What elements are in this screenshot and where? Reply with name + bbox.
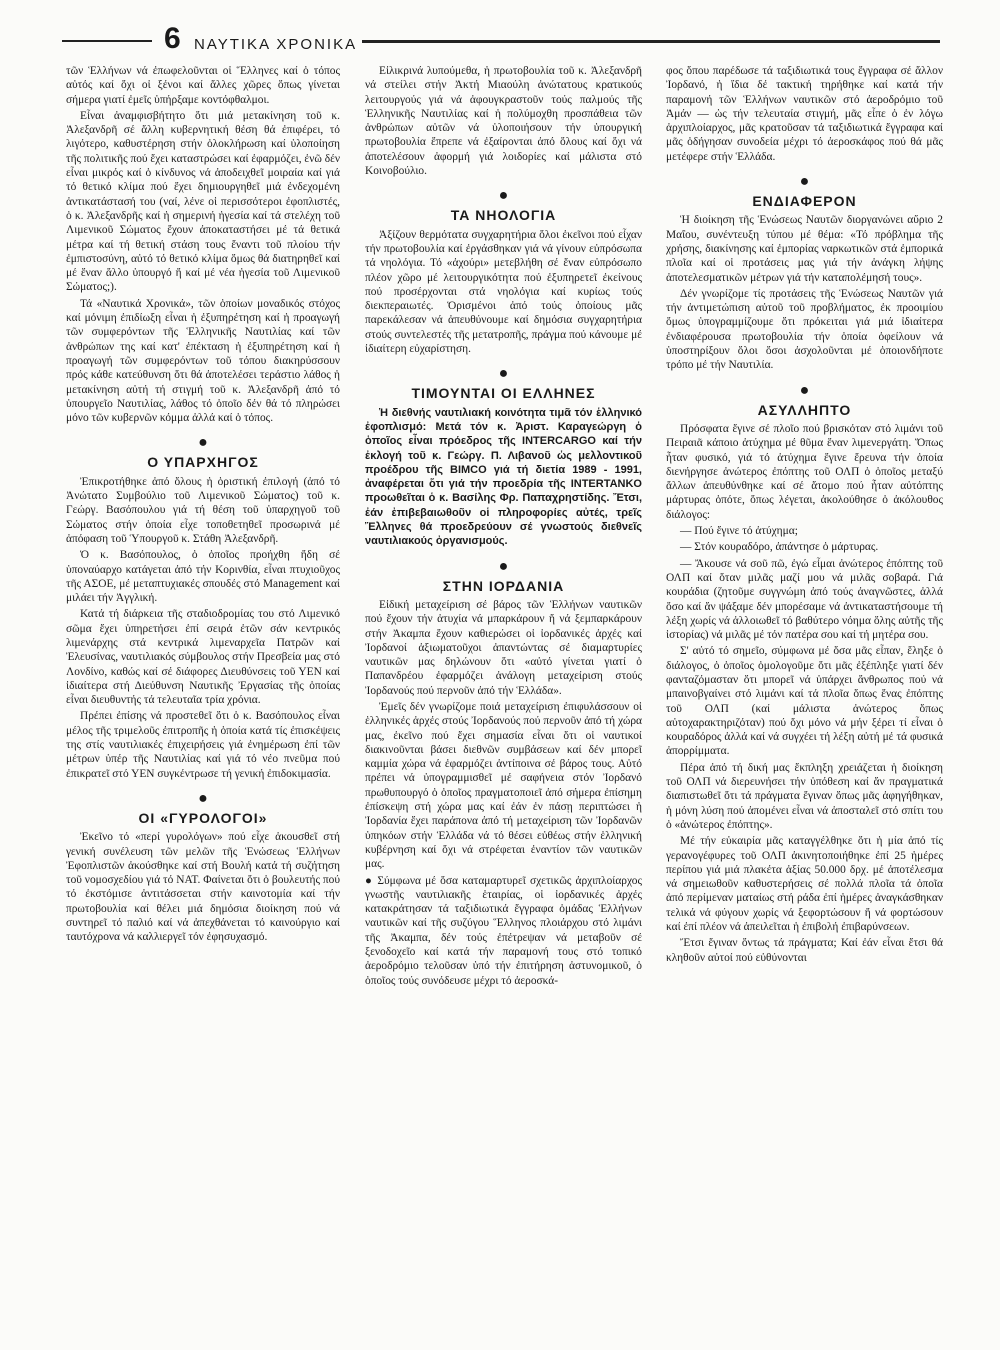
lead-paragraph: Ἡ διεθνής ναυτιλιακή κοινότητα τιμᾶ τόν ἑλληνικό ἐφοπλισμό: Μετά τόν κ. Ἀριστ. Καραγεώργη ὁ ὁποῖος εἶναι πρόεδρος τῆς INTERCARGO καί τήν ἐκλογή τοῦ κ. Γεώργ. Π. Λιβανοῦ ὡς μελλοντικοῦ προέδρου τῆς BIMCO γιά τή διετία 1989 - 1991, ἀναφέρεται ὅτι γιά τήν προεδρία τῆς INTERTANKO προωθεῖται ὁ κ. Βασίλης Φρ. Παπαχρηστίδης. Ἔτσι, ἐάν ἐπιβεβαιωθοῦν οἱ πληροφορίες αὐτές, τρεῖς Ἕλληνες θά προεδρεύουν σέ γνωστούς διεθνεῖς ναυτιλιακούς ὀργανισμούς. bbox=[365, 406, 642, 548]
paragraph: Ἐπικροτήθηκε ἀπό ὅλους ἡ ὁριστική ἐπιλογή (ἀπό τό Ἀνώτατο Συμβούλιο τοῦ Λιμενικοῦ Σώματος) τοῦ κ. Γεώργ. Βασόπουλου γιά τή θέση τοῦ ὑπαρχηγοῦ τοῦ Σώματος στήν ὁποία εἶχε τοποθετηθεῖ προσωρινά μέ ἀπόφαση τοῦ Ὑπουργοῦ κ. Στάθη Ἀλεξανδρῆ. bbox=[66, 475, 340, 545]
dialogue-line: — Ἄκουσε νά σοῦ πῶ, ἐγώ εἶμαι ἀνώτερος ἐπόπτης τοῦ ΟΛΠ καί ὅταν μιλᾶς μαζί μου νά μιλᾶς σοβαρά. Γιά κουράδια (ζητοῦμε συγγνώμη ἀπό τούς ἀναγνῶστες, ἀλλά ὅσο καί ἄν ψάξαμε δέν μπορέσαμε νά ἀντικαταστήσουμε τή λέξη χωρίς νά ἀλλοιωθεῖ τό βαθύτερο νόημα ὅλης αὐτῆς τῆς ἱστορίας) νά μιλᾶς μέ τόν πατέρα σου καί τή μητέρα σου. bbox=[666, 557, 943, 642]
paragraph: Κατά τή διάρκεια τῆς σταδιοδρομίας του στό Λιμενικό σῶμα ἔχει ὑπηρετήσει ἐπί σειρά ἐτῶν σάν κεντρικός λιμενάρχης στά κεντρικά λιμεναρχεῖα Πατρῶν καί Ἐλευσίνας, ναυτιλιακός σύμβουλος στήν Πρεσβεία μας στό Λονδίνο, καθώς καί σέ διάφορες Διευθύνσεις τοῦ ΥΕΝ καί ἰδιαίτερα στή Διεύθυνση Ναυτικῆς Ἐργασίας τῆς ὁποίας εἶναι διευθυντής τά τελευταῖα τρία χρόνια. bbox=[66, 608, 340, 707]
paragraph: φος ὅπου παρέδωσε τά ταξιδιωτικά τους ἔγγραφα σέ ἄλλον Ἰορδανό, ἡ ἴδια δέ τακτική τηρήθηκε καί κατά τήν παραμονή τῶν Ἑλλήνων ναυτικῶν στό ἀεροδρόμιο τοῦ Ἀμάν — ὡς τήν τελευταία στιγμή, μᾶς εἶπε ὁ ἐν λόγω ἀρχιπλοίαρχος, μᾶς κρατοῦσαν τά ταξιδιωτικά ἔγγραφα καί μᾶς ὁδήγησαν συνοδεία μέχρι τό ἀεροσκάφος πού θά μᾶς μετέφερε στήν Ἑλλάδα. bbox=[666, 65, 943, 163]
column-1 bbox=[66, 64, 340, 1330]
paragraph: Πρέπει ἐπίσης νά προστεθεῖ ὅτι ὁ κ. Βασόπουλος εἶναι μέλος τῆς τριμελοῦς ἐπιτροπῆς ἡ ὁποία κατά τίς ἐπισκέψεις της στίς ναυτιλιακές ἐπιχειρήσεις γιά ἐνημέρωση ἐπί τῶν μέτρων ὑπέρ τῆς Ναυτιλίας καί γιά τό νέο πνεῦμα πού ἐπικρατεῖ στό ΥΕΝ συγκέντρωσε τή γενική ἐπιδοκιμασία. bbox=[66, 710, 340, 780]
paragraph: Εἰδική μεταχείριση σέ βάρος τῶν Ἑλλήνων ναυτικῶν πού ἔχουν τήν ἀτυχία νά μπαρκάρουν ἤ νά ξεμπαρκάρουν στήν Ἀκαμπα ἔχουν καθιερώσει οἱ ἰορδανικές ἀρχές καί Ἰορδανοί ἀξιωματοῦχοι ἀπαντώντας σέ διαμαρτυρίες ναυτικῶν μας δηλώνουν ὅτι «αὐτό γίνεται γιατί ὁ Παπανδρέου ἐφαρμόζει ἀνάλογη μεταχείριση στούς Ἰορδανούς πού περνοῦν ἀπό τήν Ἑλλάδα». bbox=[365, 598, 642, 697]
bullet-separator: ● bbox=[498, 187, 509, 205]
paragraph: Εἶναι ἀναμφισβήτητο ὅτι μιά μετακίνηση τοῦ κ. Ἀλεξανδρῆ σέ ἄλλη κυβερνητική θέση θά ἐπιφέρει, τό λιγότερο, καθυστέρηση στήν ὁλοκλήρωση καί ὑλοποίηση τῆς πολιτικῆς πού ἔχει καταστρώσει καί ἐφαρμόζει, ἐνῶ δέν εἶναι μικρός καί ὁ κίνδυνος νά ἀποδειχθεῖ μοιραία καί γιά τό θετικό κλίμα πού ἔχει δημιουργηθεῖ μιά ἐνδεχομένη ἀντικατάστασή του (ναί, λένε οἱ περισσότεροι ἐφοπλιστές, ὁ κ. Ἀλεξανδρῆς καί ἡ σημερινή ἡγεσία καί τά στελέχη τοῦ Λιμενικοῦ Σώματος ἔχουν ἀποκαταστήσει μέ τά θετικά μέτρα καί τή θετική στάση τους ἔναντι τοῦ πλοίου τήν ἐμπιστοσύνη, αὐτό τό θετικό κλίμα ὅμως θά διατηρηθεῖ καί μέ ἕναν ἄλλο ὑπουργό ἤ καί μέ νέα ἡγεσία τοῦ Λιμενικοῦ Σώματος;). bbox=[66, 109, 340, 294]
paragraph: Ὁ κ. Βασόπουλος, ὁ ὁποῖος προήχθη ἤδη σέ ὑποναύαρχο κατάγεται ἀπό τήν Κορινθία, εἶναι πτυχιοῦχος τῆς ΑΣΟΕ, μέ μεταπτυχιακές σπουδές στό Management καί μιλάει τήν Ἀγγλική. bbox=[66, 549, 340, 605]
paragraph: Τά «Ναυτικά Χρονικά», τῶν ὁποίων μοναδικός στόχος καί μόνιμη ἐπιδίωξη εἶναι ἡ ἐξυπηρέτηση καί ἡ προαγωγή τῶν συμφερόντων τῆς Ἑλληνικῆς Ναυτιλίας καί τῶν ἀνθρώπων της καί κατ' ἐπέκταση ἡ ἐξυπηρέτηση καί ἡ προαγωγή τῶν συμφερόντων τοῦ τόπου διακηρύσσουν πρός κάθε κατεύθυνση ὅτι θά ἀποτελέσει τεράστιο λάθος ἡ μετακίνηση αὐτή τή στιγμή τοῦ κ. Ἀλεξανδρῆ ἀπό τό ὑπουργεῖο Ναυτιλίας, λάθος τό ὁποῖο δέν θά τό πληρώσει μόνο τῶν κυβερνῶν κόμμα ἀλλά καί ὁ τόπος. bbox=[66, 297, 340, 425]
section-title: ΤΑ ΝΗΟΛΟΓΙΑ bbox=[450, 207, 557, 224]
paragraph: Ἔτσι ἔγιναν ὄντως τά πράγματα; Καί ἐάν εἶναι ἔτσι θά κληθοῦν αὐτοί πού εὐθύνονται bbox=[666, 937, 943, 964]
section-title: ΑΣΥΛΛΗΠΤΟ bbox=[757, 401, 852, 418]
paragraph: Πρόσφατα ἔγινε σέ πλοῖο πού βρισκόταν στό λιμάνι τοῦ Πειραιᾶ κάποιο ἀτύχημα μέ θῦμα ἕναν λιμενεργάτη. Ὅπως ἦταν φυσικό, γιά τό ἀτύχημα ἔγινε ἔρευνα τήν ὁποία διενήργησε ἀνώτερος ἐπόπτης τοῦ ΟΛΠ ὁ ὁποῖος μεταξύ ἄλλων ἀπευθύνθηκε καί σέ ἄτομο πού ἦταν αὐτόπτης μάρτυρας ὁπότε, ὅπως λέγεται, ἀκολούθησε ὁ ἀκόλουθος διάλογος: bbox=[666, 422, 943, 521]
header-rule-left bbox=[62, 40, 152, 42]
paragraph: Ἐκεῖνο τό «περί γυρολόγων» πού εἶχε ἀκουσθεῖ στή γενική συνέλευση τῶν μελῶν τῆς Ἑνώσεως Ἑλλήνων Ἐφοπλιστῶν ἀκούσθηκε καί στή Βουλή κατά τή συζήτηση τοῦ νομοσχεδίου γιά τό ΝΑΤ. Φαίνεται ὅτι ὁ βουλευτής πού τό ἐκστόμισε ἀντιτάσσεται στήν καινοτομία καί τήν πρωτοβουλία καί θέλει μιά δημόσια διοίκηση πού νά συντηρεῖ τό παλιό καί νά ἀπεχθάνεται τό καινούργιο καί ταυτόχρονα νά καλλιεργεῖ τόν ἐφησυχασμό. bbox=[66, 831, 340, 944]
paragraph: Ἐμεῖς δέν γνωρίζομε ποιά μεταχείριση ἐπιφυλάσσουν οἱ ἑλληνικές ἀρχές στούς Ἰορδανούς πού περνοῦν ἀπό τή χώρα μας, ἐκεῖνο πού ἔχει σημασία εἶναι ὅτι οἱ ναυτικοί διακινοῦνται βάσει διεθνῶν συμβάσεων καί δέν μπορεῖ καμμία χώρα νά ἐφαρμόζει ἀντίποινα σέ βάρος τους. Αὐτό πρέπει νά ὑπογραμμισθεῖ μέ σαφήνεια στόν Ἰορδανό πρωθυπουργό ὁ ὁποῖος πραγματοποιεῖ ἀπό σήμερα ἐπίσημη ἐπίσκεψη στή χώρα μας καί ἐάν ἐν πάσῃ περιπτώσει ἡ Ἰορδανία ἔχει παράπονα ἀπό τή μεταχείριση τῶν Ἰορδανῶν ὑπηκόων στήν Ἑλλάδα νά τό θέσει εὐθέως στήν ἑλληνική κυβέρνηση καί ὄχι νά στρέφεται ἐναντίον τῶν ναυτικῶν μας. bbox=[365, 700, 642, 871]
bullet-separator: ● bbox=[498, 365, 509, 383]
bullet-separator: ● bbox=[799, 173, 810, 191]
paragraph: Πέρα ἀπό τή δική μας ἔκπληξη χρειάζεται ἡ διοίκηση τοῦ ΟΛΠ νά διερευνήσει τήν ὑπόθεση καί ἄν πραγματικά διαπιστωθεῖ ὅτι τά πράγματα ἔγιναν ὅπως μᾶς ἀφηγήθηκαν, ἡ μόνη λύση πού ἀπομένει εἶναι νά ἀποσταλεῖ στό σπίτι του ὁ «ἀνώτερος ἐπόπτης». bbox=[666, 761, 943, 831]
section-title: ΟΙ «ΓΥΡΟΛΟΓΟΙ» bbox=[138, 809, 268, 826]
paragraph: Σ' αὐτό τό σημεῖο, σύμφωνα μέ ὅσα μᾶς εἶπαν, ἔληξε ὁ διάλογος, ὁ ὁποῖος ὁμολογοῦμε ὅτι μᾶς ἐξέπληξε γιατί δέν φανταζόμασταν ὅτι μπορεῖ νά ὑπάρχει ἄνθρωπος πού νά μπαινοβγαίνει στό λιμάνι καί τά πλοῖα ὅπως ἕνας ἐπόπτης τοῦ ΟΛΠ (καί μάλιστα ἀνώτερος ὅπως αὐτοχαρακτηριζόταν) πού ὄχι μόνο νά μήν ξέρει τί εἶναι ὁ κουραδόρος ἀλλά καί νά συγχέει τή λέξη αὐτή μέ τά φυσικά ἀπορρίμματα. bbox=[666, 645, 943, 758]
paragraph: Ἀξίζουν θερμότατα συγχαρητήρια ὅλοι ἐκεῖνοι πού εἶχαν τήν πρωτοβουλία καί ἐργάσθηκαν γιά νά γίνουν εὐπρόσωπα τά νηολόγια. Τό «ἀχούρι» μετεβλήθη σέ ἕναν εὐπρόσωπο πλέον χῶρο μέ λειτουργικότητα πού ἐξυπηρετεῖ ἐκείνους πού προσέρχονται στά νηολόγια καί κυρίως τούς διεκπεραιωτές. Ὁρισμένοι ἀπό τούς ὁποίους μᾶς παρεκάλεσαν νά ἀπευθύνουμε καί δημόσια συγχαρητήρια στούς συντελεστές τῆς μετατροπῆς, πράγμα πού κάνουμε μέ ἰδιαίτερη εὐχαρίστηση. bbox=[365, 228, 642, 356]
page-header bbox=[62, 22, 940, 60]
section-title: Ο ΥΠΑΡΧΗΓΟΣ bbox=[147, 454, 259, 471]
section-title: ΕΝΔΙΑΦΕΡΟΝ bbox=[752, 193, 857, 210]
paragraph: Ἡ διοίκηση τῆς Ἑνώσεως Ναυτῶν διοργανώνει αὔριο 2 Μαΐου, συνέντευξη τύπου μέ θέμα: «Τό πρόβλημα τῆς χρήσης, διακίνησης καί ἐμπορίας ναρκωτικῶν στά ἐμπορικά πλοῖα καί οἱ προτάσεις μας γιά τήν ἀνάγκη λήψης ἀποτελεσματικῶν μέτρων γιά τήν καταπολέμησή τους». bbox=[666, 214, 943, 284]
paragraph: Δέν γνωρίζομε τίς προτάσεις τῆς Ἑνώσεως Ναυτῶν γιά τήν ἀντιμετώπιση αὐτοῦ τοῦ προβλήματος, ἐκ προοιμίου ὅμως ὑπογραμμίζουμε ὅτι πρόκειται γιά μιά ἰδιαίτερα ἐνδιαφέρουσα πρωτοβουλία τήν ὁποία ὀφείλουν νά ὑποστηρίξουν ὅλοι ὅσοι ἀσχολοῦνται μέ ὁποιονδήποτε τρόπο μέ τήν Ναυτιλία. bbox=[666, 287, 943, 372]
paragraph: τῶν Ἑλλήνων νά ἐπωφελοῦνται οἱ Ἕλληνες καί ὁ τόπος αὐτός καί ὄχι οἱ ξένοι καί ἄλλες χῶρες ὅπως γίνεται σήμερα γιατί ἐμεῖς ὑπήρξαμε κοντόφθαλμοι. bbox=[66, 65, 340, 106]
bullet-separator: ● bbox=[198, 434, 208, 452]
section-title: ΣΤΗΝ ΙΟΡΔΑΝΙΑ bbox=[442, 577, 565, 594]
bullet-separator: ● bbox=[799, 381, 810, 399]
bullet-separator: ● bbox=[498, 557, 509, 575]
dialogue-line: — Πού ἔγινε τό ἀτύχημα; bbox=[680, 525, 798, 538]
section-title: ΤΙΜΟΥΝΤΑΙ ΟΙ ΕΛΛΗΝΕΣ bbox=[411, 385, 596, 402]
dialogue-line: — Στόν κουραδόρο, ἀπάντησε ὁ μάρτυρας. bbox=[680, 541, 879, 554]
column-3 bbox=[666, 64, 943, 1330]
column-2 bbox=[365, 64, 642, 1330]
bullet-separator: ● bbox=[198, 789, 208, 807]
page-number: 6 bbox=[164, 22, 181, 55]
paragraph: ● Σύμφωνα μέ ὅσα καταμαρτυρεῖ σχετικῶς ἀρχιπλοίαρχος γνωστῆς ναυτιλιακῆς ἑταιρίας, οἱ ἰορδανικές ἀρχές κατακράτησαν τά ταξιδιωτικά ἔγγραφα ὁμάδας Ἑλλήνων ναυτικῶν καί τῆς συζύγου Ἕλληνος πλοιάρχου στό λιμάνι τῆς Ἀκαμπα, δέν τούς ἐπέτρεψαν νά μεταβοῦν σέ ξενοδοχεῖο καί κατά τήν παραμονή τους στό τοπικό ἀεροδρόμιο τελοῦσαν ὑπό τήν ἐπιτήρηση ἀστυνομικοῦ, ὁ ὁποῖος τούς συνόδευσε μέχρι τό ἀεροσκά- bbox=[365, 874, 642, 987]
publication-title: ΝΑΥΤΙΚΑ ΧΡΟΝΙΚΑ bbox=[194, 36, 358, 53]
paragraph: Μέ τήν εὐκαιρία μᾶς καταγγέλθηκε ὅτι ἡ μία ἀπό τίς γερανογέφυρες τοῦ ΟΛΠ ἀκινητοποιήθηκε ἐπί 25 ἡμέρες περίπου γιά μιά πλακέτα ἀξίας 50.000 δρχ. μέ ἀποτέλεσμα νά σημειωθοῦν καθυστερήσεις σέ πολλά πλοῖα τά ὁποῖα ἀπό περίμεναν ματαίως στή ράδα ἐπί ἡμέρες ἀναγκάσθηκαν τελικά νά φύγουν χωρίς νά ξεφορτώσουν ἤ νά φορτώσουν καί ἐπί πλέον νά ἀπειλεῖται ἡ ἐπιβολή ἐπιβαρύνσεων. bbox=[666, 835, 943, 934]
paragraph: Εἰλικρινά λυπούμεθα, ἡ πρωτοβουλία τοῦ κ. Ἀλεξανδρῆ νά στείλει στήν Ἀκτή Μιαούλη ἀνώτατους κρατικούς λειτουργούς γιά νά ἀφουγκραστοῦν τούς παλμούς τῆς Ἑλληνικῆς Ναυτιλίας καί ἡ πολύμοχθη προσπάθεια τῶν ἀνθρώπων αὐτῶν νά ὑλοποιήσουν τήν ὑπουργική πρωτοβουλία ἔπρεπε νά ἐξαίρονται ἀπό ὅλους καί ὄχι νά ἀποτελέσουν ἀφορμή γιά λοιδορίες καί μάλιστα στό Κοινοβούλιο. bbox=[365, 65, 642, 178]
header-rule-right bbox=[362, 40, 940, 43]
